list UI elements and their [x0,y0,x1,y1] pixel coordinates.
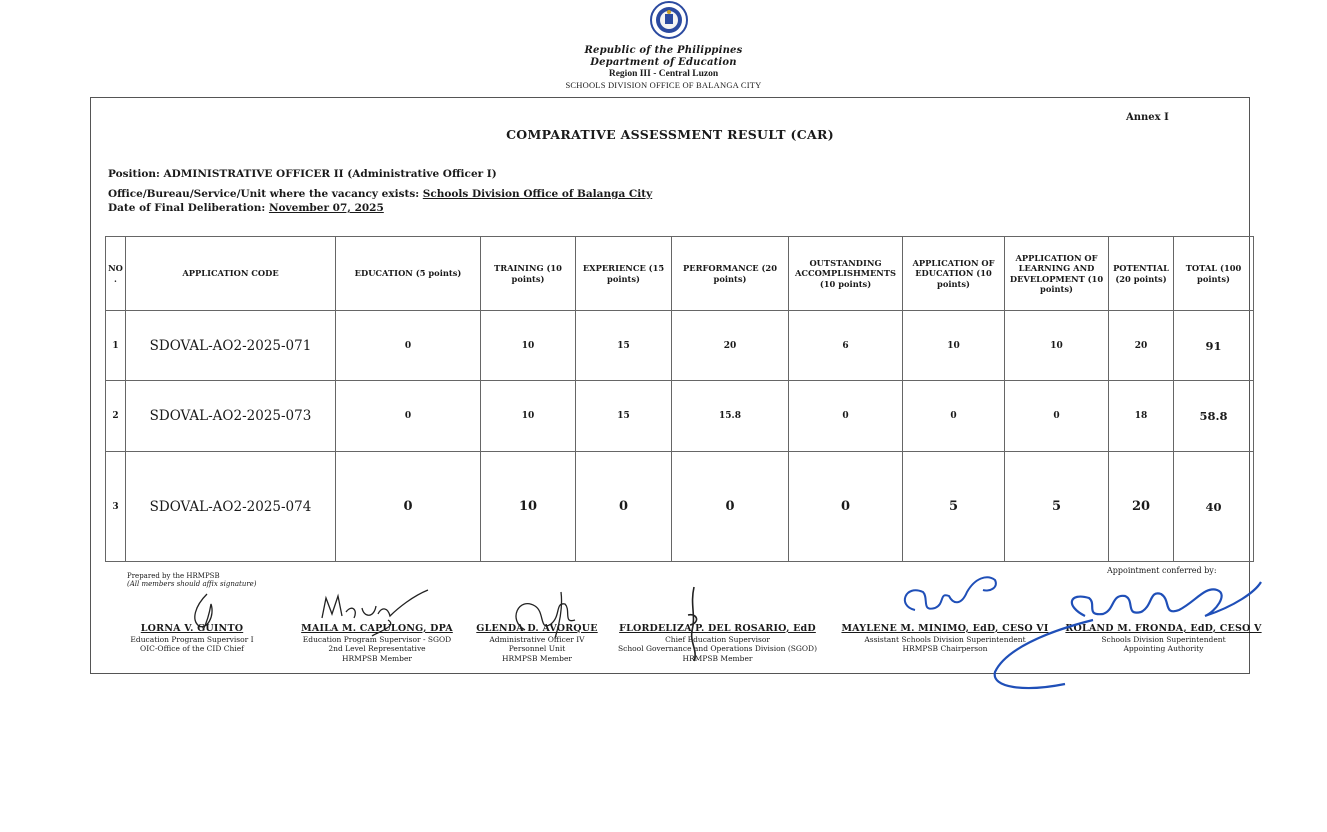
signatory-guinto [112,623,272,654]
signatory-office: OIC-Office of the CID Chief [140,644,244,654]
document-title: COMPARATIVE ASSESSMENT RESULT (CAR) [506,127,834,142]
signatory-role: 2nd Level Representative [328,644,426,654]
cell-no: 2 [106,381,126,452]
header-no: NO . [106,237,126,311]
header-total: TOTAL (100 points) [1174,237,1254,311]
assessment-table [105,236,1254,562]
header-app-learning-development: APPLICATION OF LEARNING AND DEVELOPMENT (10 points) [1005,237,1109,311]
cell-education: 0 [336,311,481,381]
date-line [108,202,384,214]
cell-performance: 0 [672,452,789,562]
header-potential: POTENTIAL (20 points) [1109,237,1174,311]
header-education: EDUCATION (5 points) [336,237,481,311]
table-row [106,381,1254,452]
cell-performance: 20 [672,311,789,381]
cell-code: SDOVAL-AO2-2025-074 [126,452,336,562]
signatory-unit: Personnel Unit [508,644,566,654]
cell-no: 1 [106,311,126,381]
cell-app-education: 0 [903,381,1005,452]
cell-performance: 15.8 [672,381,789,452]
date-label: Date of Final Deliberation: [108,202,266,214]
header-republic: Republic of the Philippines [584,45,743,56]
header-app-education: APPLICATION OF EDUCATION (10 points) [903,237,1005,311]
signatory-minimo [840,623,1050,654]
signatory-membership: HRMPSB Member [682,653,753,663]
header-experience: EXPERIENCE (15 points) [576,237,672,311]
signatory-name: LORNA V. GUINTO [140,623,244,634]
cell-no: 3 [106,452,126,562]
prepared-line: Prepared by the HRMPSB [127,572,220,580]
cell-app-ld: 5 [1005,452,1109,562]
cell-total: 40 [1174,452,1254,562]
position-label: Position: [108,168,160,180]
signatory-role: HRMPSB Chairperson [902,644,988,654]
cell-education: 0 [336,381,481,452]
signatory-fronda [1056,623,1271,654]
header-application-code: APPLICATION CODE [126,237,336,311]
signatory-title: Schools Division Superintendent [1101,634,1226,644]
signatory-del-rosario [610,623,825,663]
header-division-office: SCHOOLS DIVISION OFFICE OF BALANGA CITY [565,80,762,90]
position-line [108,168,497,180]
signatory-name: MAYLENE M. MINIMO, EdD, CESO VI [841,623,1049,634]
signatory-name: GLENDA D. AVORQUE [476,623,598,634]
cell-outstanding: 6 [789,311,903,381]
header-region: Region III - Central Luzon [608,69,719,79]
cell-experience: 15 [576,311,672,381]
signatory-title: Administrative Officer IV [489,634,585,644]
cell-education: 0 [336,452,481,562]
prepared-by-note [127,572,257,589]
cell-experience: 15 [576,381,672,452]
office-line [108,188,652,200]
cell-total: 91 [1174,311,1254,381]
cell-code: SDOVAL-AO2-2025-073 [126,381,336,452]
cell-app-education: 5 [903,452,1005,562]
cell-app-education: 10 [903,311,1005,381]
signatory-avorque [462,623,612,663]
cell-total: 58.8 [1174,381,1254,452]
header-outstanding: OUTSTANDING ACCOMPLISHMENTS (10 points) [789,237,903,311]
cell-training: 10 [481,311,576,381]
signatory-title: Assistant Schools Division Superintendent [864,634,1026,644]
signatory-role: Appointing Authority [1123,644,1204,654]
position-value: ADMINISTRATIVE OFFICER II (Administrative Officer I) [163,168,497,180]
appointment-conferred-label: Appointment conferred by: [1107,566,1217,575]
annex-label: Annex I [1126,112,1169,123]
table-row [106,311,1254,381]
deped-seal-icon [649,0,689,40]
header-training: TRAINING (10 points) [481,237,576,311]
cell-experience: 0 [576,452,672,562]
cell-outstanding: 0 [789,452,903,562]
cell-code: SDOVAL-AO2-2025-071 [126,311,336,381]
signatory-title: Education Program Supervisor - SGOD [302,634,452,644]
signatory-title: Education Program Supervisor I [130,634,254,644]
office-label: Office/Bureau/Service/Unit where the vacancy exists: [108,188,420,200]
cell-app-ld: 10 [1005,311,1109,381]
signatory-division: School Governance and Operations Division (SGOD) [618,644,817,654]
signatory-name: ROLAND M. FRONDA, EdD, CESO V [1065,623,1262,634]
cell-app-ld: 0 [1005,381,1109,452]
header-department: Department of Education [590,57,737,68]
signatory-capulong [292,623,462,663]
signatory-title: Chief Education Supervisor [665,634,770,644]
signatory-membership: HRMPSB Member [501,653,572,663]
signatory-name: MAILA M. CAPULONG, DPA [301,623,453,634]
cell-potential: 20 [1109,452,1174,562]
office-value: Schools Division Office of Balanga City [422,188,653,200]
table-row [106,452,1254,562]
cell-potential: 18 [1109,381,1174,452]
cell-potential: 20 [1109,311,1174,381]
table-header-row [106,237,1254,311]
signatory-membership: HRMPSB Member [341,653,412,663]
date-value: November 07, 2025 [268,202,384,214]
cell-outstanding: 0 [789,381,903,452]
cell-training: 10 [481,381,576,452]
signatory-name: FLORDELIZA P. DEL ROSARIO, EdD [619,623,816,634]
cell-training: 10 [481,452,576,562]
header-performance: PERFORMANCE (20 points) [672,237,789,311]
prepared-instruction: (All members should affix signature) [127,580,257,589]
